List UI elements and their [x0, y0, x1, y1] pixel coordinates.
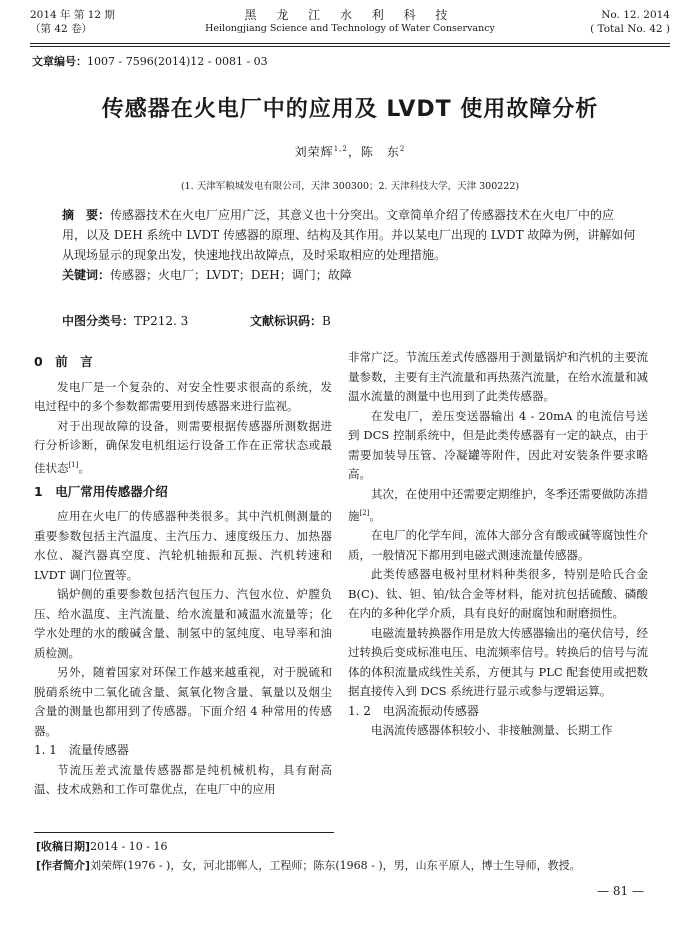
paragraph-text: 。: [78, 460, 90, 475]
paragraph: 另外，随着国家对环保工作越来越重视，对于脱硫和脱硝系统中二氧化硫含量、氮氧化物含量、氧量以及烟尘含量的测量也都用到了传感器。下面介绍 4 种常用的传感器。: [34, 665, 332, 738]
paragraph: 电涡流传感器体积较小、非接触测量、长期工作: [371, 723, 613, 738]
bio-text: 刘荣辉(1976 - )，女，河北邯郸人，工程师；陈东(1968 - )，男，山东平原人，博士生导师，教授。: [90, 859, 581, 872]
issue-info: [30, 8, 115, 36]
doc-code-label: 文献标识码：: [250, 314, 323, 328]
citation: [1]: [68, 460, 79, 469]
footnote-rule: [34, 832, 334, 833]
received-value: 2014 - 10 - 16: [90, 840, 168, 853]
journal-name-en: Heilongjiang Science and Technology of Water Conservancy: [205, 23, 495, 34]
article-number: [32, 53, 268, 69]
author-bio: [36, 857, 670, 875]
journal-name: [180, 8, 520, 36]
paragraph: [348, 485, 648, 527]
paragraph: 发电厂是一个复杂的、对安全性要求很高的系统，发电过程中的多个参数都需要用到传感器来进行监视。: [34, 379, 332, 413]
issue-no: No. 12. 2014: [601, 9, 670, 21]
clc-label: 中图分类号：: [62, 314, 135, 328]
paper-title: 传感器在火电厂中的应用及 LVDT 使用故障分析: [101, 97, 599, 122]
left-column: [34, 348, 332, 800]
paragraph: [34, 417, 332, 478]
keywords-text: 传感器；火电厂；LVDT；DEH；调门；故障: [110, 268, 352, 282]
paragraph: 应用在火电厂的传感器种类很多。其中汽机侧测量的重要参数包括主汽温度、主汽压力、速度级压力、加热器水位、凝汽器真空度、汽轮机轴振和瓦振、汽机转速和 LVDT 调门位置等。: [34, 509, 332, 582]
right-column: [348, 348, 648, 741]
running-header: [30, 8, 670, 42]
paragraph-text: 。: [369, 508, 381, 523]
section-heading-introduction: 0 前 言: [34, 354, 93, 369]
subsection-heading-eddy: 1. 2 电涡流振动传感器: [348, 703, 479, 718]
bio-label: [作者简介]: [36, 859, 91, 872]
author-1: 刘荣辉: [294, 145, 334, 159]
paragraph: 此类传感器电极衬里材料种类很多，特别是哈氏合金 B(C)、钛、钽、铂/钛合金等材料，能对抗包括硫酸、磷酸在内的多种化学介质，具有良好的耐腐蚀和耐磨损性。: [348, 567, 648, 621]
issue-total: ( Total No. 42 ): [590, 23, 670, 35]
issue-year: 2014 年 第 12 期: [30, 9, 115, 21]
page-number: — 81 —: [597, 884, 644, 898]
paragraph-text: 对于出现故障的设备，则需要根据传感器所测数据进行分析诊断，确保发电机组运行设备工作在正常状态或最佳状态: [34, 418, 332, 475]
paragraph: 锅炉侧的重要参数包括汽包压力、汽包水位、炉膛负压、给水温度、主汽流量、给水流量和减温水流量等；化学水处理的水的酸碱含量、制氢中的氢纯度、电导率和油质检测。: [34, 587, 332, 660]
citation: [2]: [359, 509, 370, 517]
article-number-label: 文章编号：: [32, 55, 87, 68]
author-2-affil: 2: [399, 145, 406, 153]
header-rule: [30, 43, 670, 47]
document-code: [250, 312, 331, 330]
abstract: [62, 205, 638, 285]
received-label: [收稿日期]: [36, 840, 91, 853]
doc-code-value: B: [322, 314, 331, 328]
paragraph: 非常广泛。节流压差式传感器用于测量锅炉和汽机的主要流量参数，主要有主汽流量和再热蒸汽流量，在给水流量和减温水流量的测量中也用到了此类传感器。: [348, 350, 648, 403]
paragraph: 在发电厂，差压变送器输出 4 - 20mA 的电流信号送到 DCS 控制系统中，但是此类传感器有一定的缺点，由于需要加装导压管、冷凝罐等附件，因此对安装条件要求略高。: [348, 408, 648, 481]
abstract-text: 传感器技术在火电厂应用广泛，其意义也十分突出。文章简单介绍了传感器技术在火电厂中的应用，以及 DEH 系统中 LVDT 传感器的原理、结构及其作用。并以某电厂出现的 LVDT 故障为例，讲解如何从现场显示的现象出发，快速地找出故障点，及时采取相应的处理措施。: [62, 208, 636, 262]
paragraph-text: 其次，在使用中还需要定期维护，冬季还需要做防冻措施: [348, 486, 648, 523]
paragraph: 节流压差式流量传感器都是纯机械机构，具有耐高温、技术成熟和工作可靠优点，在电厂中的应用: [34, 762, 332, 797]
author-line: [0, 143, 700, 160]
received-date: [36, 838, 670, 856]
clc-value: TP212. 3: [134, 314, 189, 328]
issue-volume: （第 42 卷）: [30, 23, 93, 35]
classification-line: [62, 312, 638, 330]
subsection-heading-flow: 1. 1 流量传感器: [34, 743, 129, 758]
paragraph: 电磁流量转换器作用是放大传感器输出的毫伏信号，经过转换后变成标准电压、电流频率信号。转换后的信号与流体的体积流量成线性关系，方便其与 PLC 配套使用或把数据直接传入到 DCS 系统进行显示或参与逻辑运算。: [348, 625, 648, 699]
author-1-affil: 1,2: [333, 145, 348, 153]
article-number-value: 1007 - 7596(2014)12 - 0081 - 03: [87, 55, 268, 68]
section-heading-sensors: 1 电厂常用传感器介绍: [34, 483, 168, 499]
author-2: 陈 东: [360, 145, 400, 159]
journal-name-cn: 黑 龙 江 水 利 科 技: [244, 8, 456, 22]
keywords-label: 关键词：: [62, 268, 111, 282]
affiliations: (1. 天津军粮城发电有限公司，天津 300300；2. 天津科技大学，天津 300222): [180, 181, 520, 192]
author-separator: ，: [347, 145, 361, 159]
issue-number: [590, 8, 670, 36]
abstract-label: 摘 要：: [62, 208, 111, 222]
paragraph: 在电厂的化学车间，流体大部分含有酸或碱等腐蚀性介质，一般情况下都用到电磁式测速流量传感器。: [348, 528, 648, 562]
